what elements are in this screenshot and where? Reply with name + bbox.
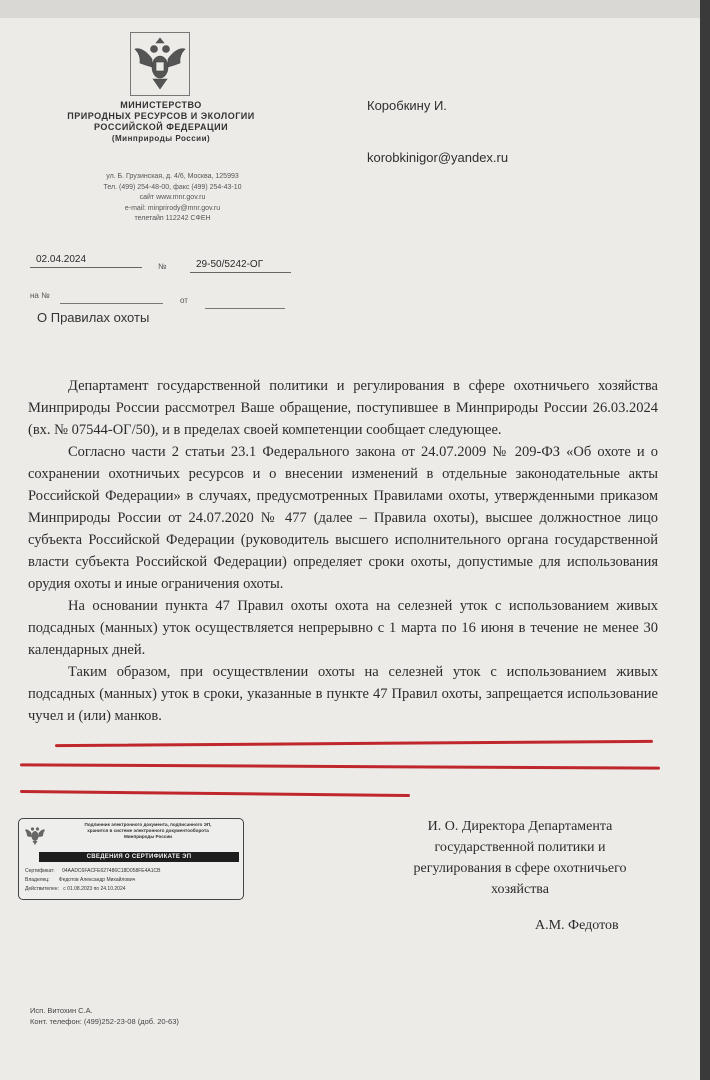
address-line-4: e-mail: minprirody@mnr.gov.ru [124,204,221,212]
registration-number-label: № [158,262,167,271]
coat-of-arms-icon [24,824,46,846]
reference-number-line [60,303,163,304]
signatory-title-line-4: хозяйства [491,882,549,897]
executor-phone: Конт. телефон: (499)252-23-08 (доб. 20-63) [30,1017,179,1026]
background-edge [700,0,710,1080]
certificate-validity-row [25,886,126,892]
certificate-notice-line-2: хранится в системе электронного документооборота [87,828,209,833]
recipient-name: Коробкину И. [367,98,447,113]
reference-number-label: на № [30,291,50,300]
letter-body [28,375,658,727]
signatory-name: А.М. Федотов [535,918,619,933]
certificate-notice [55,822,241,840]
signatory-title-line-3: регулирования в сфере охотничьего [413,861,627,876]
certificate-notice-line-3: Минприроды России [124,834,172,839]
ministry-address-block [40,172,305,225]
red-underline-2 [20,763,660,769]
certificate-owner-value: Федотов Александр Михайлович [58,877,136,883]
registration-date: 02.04.2024 [30,254,142,268]
executor-name: Исп. Витохин С.А. [30,1006,93,1015]
signatory-title-line-2: государственной политики и [434,840,606,855]
address-line-2: Тел. (499) 254-48-00, факс (499) 254-43-10 [103,183,242,191]
paragraph-3: На основании пункта 47 Правил охоты охота на селезней уток с использованием живых подсадных (манных) уток осуществляется непрерывно с 1 марта по 16 июня в течение не менее 30 календарных дней. [28,598,658,658]
certificate-owner-row [25,877,135,883]
electronic-signature-certificate [18,818,244,900]
ministry-line-2: ПРИРОДНЫХ РЕСУРСОВ И ЭКОЛОГИИ [67,111,255,121]
ministry-line-1: МИНИСТЕРСТВО [120,100,202,110]
registration-number: 29-50/5242-ОГ [190,259,291,273]
ministry-name-block [30,100,292,144]
paragraph-2: Согласно части 2 статьи 23.1 Федерального закона от 24.07.2009 № 209-ФЗ «Об охоте и о сохранении охотничьих ресурсов и о внесении изменений в отдельные законодательные акты Российской Федерации» в случаях, предусмотренных Правилами охоты, утвержденными приказом Минприроды России от 24.07.2020 № 477 (далее – Правила охоты), высшее должностное лицо субъекта Российской Федерации (руководитель высшего исполнительного органа государственной власти субъекта Российской Федерации) определяет сроки охоты, допустимые для использования орудия охоты и иные ограничения охоты. [28,444,658,592]
address-line-3: сайт www.mnr.gov.ru [139,194,206,201]
ministry-short-name: (Минприроды России) [111,134,211,143]
certificate-validity-value: с 01.08.2023 по 24.10.2024 [63,886,126,892]
certificate-owner-label: Владелец: [25,877,50,883]
coat-of-arms-emblem [130,32,190,96]
reference-from-label: от [180,296,188,305]
paragraph-4-highlighted: Таким образом, при осуществлении охоты на селезней уток с использованием живых подсадных (манных) уток в сроки, указанные в пункте 47 Правил охоты, запрещается использование чучел и (или) манков. [28,664,658,724]
red-underline-1 [55,740,653,747]
signatory-title [370,816,670,900]
page-top-shadow [0,0,700,18]
signatory-title-line-1: И. О. Директора Департамента [427,819,613,834]
address-line-5: телетайп 112242 СФЕН [134,215,211,222]
letter-subject: О Правилах охоты [37,310,150,325]
certificate-serial-label: Сертификат: [25,868,55,874]
certificate-title: СВЕДЕНИЯ О СЕРТИФИКАТЕ ЭП [39,852,239,862]
red-underline-3 [20,790,410,797]
executor-footer [30,1005,179,1027]
address-line-1: ул. Б. Грузинская, д. 4/6, Москва, 125993 [106,173,239,180]
certificate-validity-label: Действителен: [25,886,59,892]
paragraph-1: Департамент государственной политики и регулирования в сфере охотничьего хозяйства Минприроды России рассмотрел Ваше обращение, поступившее в Минприроды России 26.03.2024 (вх. № 07544-ОГ/50), и в пределах своей компетенции сообщает следующее. [28,378,658,438]
recipient-email: korobkinigor@yandex.ru [367,150,509,165]
certificate-serial-row [25,868,160,874]
reference-from-line [205,308,285,309]
certificate-notice-line-1: Подлинник электронного документа, подписанного ЭП, [84,822,212,827]
ministry-line-3: РОССИЙСКОЙ ФЕДЕРАЦИИ [93,122,229,132]
certificate-serial-value: 04AADC6FACFE627486C18D058FE4A1CB [62,868,161,874]
